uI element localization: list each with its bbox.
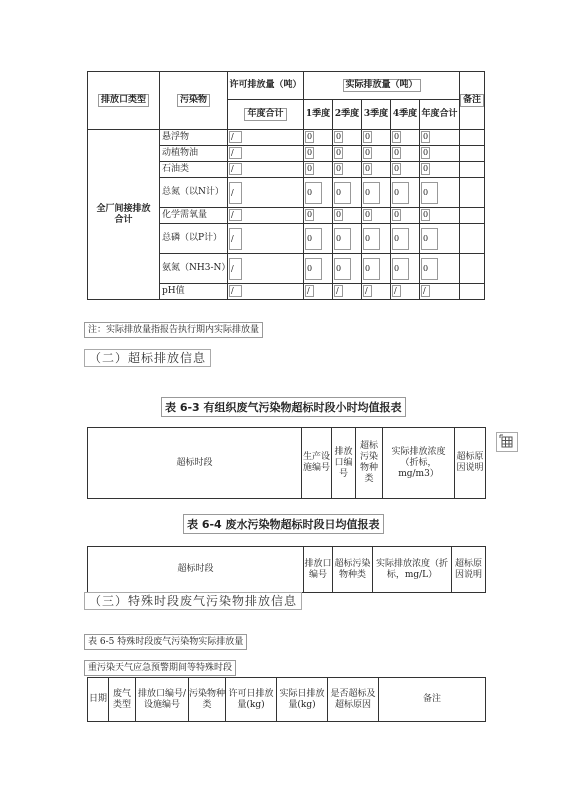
cell-total: [420, 130, 460, 146]
cell-value: /: [229, 209, 242, 221]
cell-value: 0: [392, 258, 409, 280]
cell-note: [460, 130, 485, 146]
cell-value: 0: [365, 148, 371, 158]
table-6-3-title: 表 6-3 有组织废气污染物超标时段小时均值报表: [161, 397, 406, 417]
header-pollutant: 污染物: [160, 72, 228, 130]
cell-q1: [304, 254, 333, 284]
cell-note: [460, 284, 485, 300]
cell-q4: [391, 254, 420, 284]
cell-value: 0: [334, 258, 351, 280]
cell-value: /: [305, 285, 314, 297]
header-actual-annual: 年度合计: [420, 100, 460, 130]
cell-value: /: [229, 131, 242, 143]
cell-value: 0: [394, 164, 400, 174]
header-q2: 2季度: [333, 100, 362, 130]
pollutant-name: 动植物油: [160, 146, 228, 162]
cell-q3: [362, 178, 391, 208]
section-special-period-heading: （三）特殊时段废气污染物排放信息: [84, 592, 302, 610]
cell-note: [460, 208, 485, 224]
cell-value: /: [229, 163, 242, 175]
cell-permit: [228, 208, 304, 224]
cell-value: 0: [336, 164, 342, 174]
cell-value: /: [363, 285, 372, 297]
cell-value: 0: [392, 228, 409, 250]
outlet-group-label: 全厂间接排放合计: [88, 130, 160, 300]
cell-q2: [333, 254, 362, 284]
cell-value: 0: [421, 228, 438, 250]
cell-permit: [228, 162, 304, 178]
header-q4: 4季度: [391, 100, 420, 130]
t3-header-facility: 生产设施编号: [302, 428, 332, 499]
cell-value: 0: [392, 182, 409, 204]
pollutant-name: 总氮（以N计）: [160, 178, 228, 208]
cell-value: 0: [423, 132, 429, 142]
cell-q4: [391, 284, 420, 300]
cell-q2: [333, 178, 362, 208]
t5-header-date: 日期: [88, 678, 109, 722]
table-note: 注：实际排放量指报告执行期内实际排放量: [84, 322, 263, 338]
t3-header-reason: 超标原因说明: [455, 428, 486, 499]
cell-value: 0: [305, 182, 322, 204]
table-6-5: [87, 677, 486, 722]
cell-value: /: [229, 285, 242, 297]
cell-value: 0: [336, 210, 342, 220]
table-row: [88, 130, 485, 146]
cell-q1: [304, 130, 333, 146]
section-exceedance-heading: （二）超标排放信息: [84, 349, 211, 367]
cell-value: 0: [394, 148, 400, 158]
header-q3: 3季度: [362, 100, 391, 130]
table-6-3: [87, 427, 486, 499]
cell-q1: [304, 178, 333, 208]
cell-value: /: [229, 182, 242, 204]
cell-q3: [362, 224, 391, 254]
cell-value: 0: [336, 148, 342, 158]
cell-permit: [228, 254, 304, 284]
table-quick-edit-icon[interactable]: [496, 432, 518, 452]
cell-q3: [362, 146, 391, 162]
t5-header-pollutant: 污染物种类: [189, 678, 226, 722]
cell-value: 0: [334, 182, 351, 204]
cell-q2: [333, 224, 362, 254]
cell-q1: [304, 208, 333, 224]
cell-q1: [304, 162, 333, 178]
cell-q3: [362, 254, 391, 284]
cell-q4: [391, 146, 420, 162]
table-6-4: [87, 546, 486, 593]
header-note: 备注: [460, 72, 485, 130]
t4-header-concentration: 实际排放浓度（折标，mg/L）: [373, 547, 452, 593]
cell-value: 0: [363, 182, 380, 204]
cell-note: [460, 178, 485, 208]
cell-q3: [362, 284, 391, 300]
pollutant-name: 石油类: [160, 162, 228, 178]
cell-note: [460, 224, 485, 254]
t5-header-outlet: 排放口编号/设施编号: [136, 678, 189, 722]
cell-value: 0: [421, 182, 438, 204]
cell-value: 0: [305, 228, 322, 250]
cell-q3: [362, 162, 391, 178]
cell-value: 0: [423, 164, 429, 174]
pollutant-name: 悬浮物: [160, 130, 228, 146]
cell-note: [460, 254, 485, 284]
cell-permit: [228, 224, 304, 254]
t5-header-permit-daily: 许可日排放量(kg): [226, 678, 277, 722]
cell-value: /: [334, 285, 343, 297]
cell-total: [420, 254, 460, 284]
t3-header-concentration: 实际排放浓度（折标，mg/m3）: [383, 428, 455, 499]
cell-permit: [228, 130, 304, 146]
cell-value: 0: [394, 210, 400, 220]
cell-value: 0: [307, 164, 313, 174]
header-outlet-type: 排放口类型: [88, 72, 160, 130]
header-actual: 实际排放量（吨）: [304, 72, 460, 100]
cell-value: 0: [421, 258, 438, 280]
pollutant-name: 化学需氧量: [160, 208, 228, 224]
cell-total: [420, 178, 460, 208]
cell-q1: [304, 146, 333, 162]
table-6-5-subtitle: 重污染天气应急预警期间等特殊时段: [84, 660, 236, 676]
cell-value: /: [229, 147, 242, 159]
cell-value: 0: [365, 164, 371, 174]
cell-total: [420, 162, 460, 178]
header-q1: 1季度: [304, 100, 333, 130]
cell-value: 0: [363, 258, 380, 280]
header-permit-annual: 年度合计: [228, 100, 304, 130]
cell-permit: [228, 178, 304, 208]
cell-value: 0: [307, 148, 313, 158]
cell-value: 0: [394, 132, 400, 142]
cell-value: 0: [365, 210, 371, 220]
pollutant-name: 总磷（以P计）: [160, 224, 228, 254]
table-6-4-title: 表 6-4 废水污染物超标时段日均值报表: [183, 514, 384, 534]
cell-value: 0: [423, 148, 429, 158]
cell-total: [420, 208, 460, 224]
cell-value: 0: [423, 210, 429, 220]
cell-q3: [362, 130, 391, 146]
cell-permit: [228, 284, 304, 300]
cell-q3: [362, 208, 391, 224]
cell-note: [460, 146, 485, 162]
t3-header-pollutant: 超标污染物种类: [356, 428, 383, 499]
cell-q4: [391, 224, 420, 254]
t3-header-outlet: 排放口编号: [332, 428, 356, 499]
cell-total: [420, 146, 460, 162]
t4-header-period: 超标时段: [88, 547, 304, 593]
cell-q1: [304, 284, 333, 300]
cell-q4: [391, 162, 420, 178]
pollutant-name: 氨氮（NH3-N）: [160, 254, 228, 284]
cell-q2: [333, 208, 362, 224]
t5-header-gas-type: 废气类型: [109, 678, 136, 722]
header-permit: 许可排放量（吨）: [228, 72, 304, 100]
t3-header-period: 超标时段: [88, 428, 302, 499]
cell-q2: [333, 146, 362, 162]
cell-value: 0: [307, 132, 313, 142]
cell-q4: [391, 130, 420, 146]
t4-header-pollutant: 超标污染物种类: [333, 547, 373, 593]
t5-header-note: 备注: [379, 678, 486, 722]
cell-total: [420, 284, 460, 300]
cell-q1: [304, 224, 333, 254]
cell-q4: [391, 208, 420, 224]
cell-q2: [333, 130, 362, 146]
cell-permit: [228, 146, 304, 162]
cell-value: 0: [305, 258, 322, 280]
pollutant-name: pH值: [160, 284, 228, 300]
annual-emissions-table: [87, 71, 485, 300]
cell-q4: [391, 178, 420, 208]
cell-value: /: [229, 228, 242, 250]
t5-header-exceed: 是否超标及超标原因: [328, 678, 379, 722]
cell-value: /: [229, 258, 242, 280]
cell-value: 0: [334, 228, 351, 250]
cell-value: 0: [336, 132, 342, 142]
t4-header-reason: 超标原因说明: [452, 547, 486, 593]
cell-total: [420, 224, 460, 254]
table-6-5-title: 表 6-5 特殊时段废气污染物实际排放量: [84, 634, 247, 650]
cell-value: 0: [307, 210, 313, 220]
t4-header-outlet: 排放口编号: [304, 547, 333, 593]
cell-note: [460, 162, 485, 178]
cell-value: 0: [363, 228, 380, 250]
cell-q2: [333, 284, 362, 300]
cell-q2: [333, 162, 362, 178]
cell-value: 0: [365, 132, 371, 142]
cell-value: /: [392, 285, 401, 297]
cell-value: /: [421, 285, 430, 297]
t5-header-actual-daily: 实际日排放量(kg): [277, 678, 328, 722]
